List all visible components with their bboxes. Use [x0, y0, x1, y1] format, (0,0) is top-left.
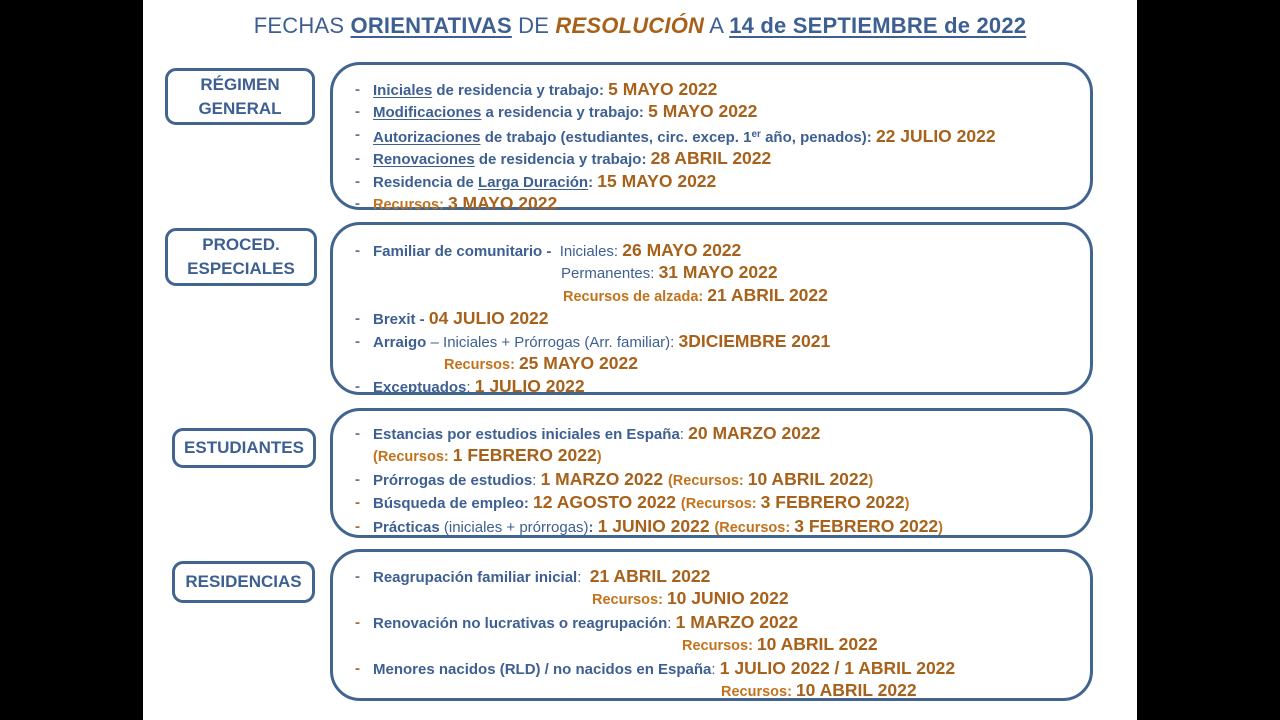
text-segment: (Recursos: [373, 449, 453, 466]
text-segment: ) [904, 496, 910, 513]
list-item [333, 285, 1090, 308]
page-title [143, 13, 1137, 39]
text-segment: de residencia y trabajo: [432, 82, 609, 99]
text-segment: : [588, 173, 598, 191]
section-label-line: ESPECIALES [187, 259, 295, 278]
dash-bullet: - [355, 470, 360, 488]
dash-bullet: - [355, 659, 360, 677]
text-segment: Recursos: [373, 197, 448, 214]
text-segment: 3DICIEMBRE 2021 [678, 330, 831, 351]
title-segment: RESOLUCIÓN [555, 13, 705, 38]
dash-bullet: - [355, 310, 360, 328]
text-segment: Estancias por estudios iniciales en España [373, 426, 680, 443]
list-item [333, 193, 1090, 216]
list-item [333, 469, 1090, 492]
text-segment: Iniciales [373, 82, 433, 99]
list-item [333, 171, 1090, 193]
text-segment: : [667, 614, 676, 632]
section-label-residencias [172, 561, 315, 603]
dash-bullet: - [355, 332, 360, 350]
text-segment: 10 ABRIL 2022 [747, 468, 869, 489]
title-segment: 14 de SEPTIEMBRE de 2022 [729, 13, 1027, 38]
text-segment: 1 JULIO 2022 / 1 ABRIL 2022 [719, 657, 956, 678]
text-segment: ) [938, 519, 944, 536]
list-item [333, 492, 1090, 515]
dash-bullet: - [355, 242, 360, 259]
text-segment: 3 FEBRERO 2022 [760, 492, 905, 513]
text-segment: Arraigo [373, 333, 431, 351]
list-item [333, 148, 1090, 170]
text-segment: 10 ABRIL 2022 [756, 634, 878, 655]
list-item [333, 240, 1090, 262]
text-segment: Renovación no lucrativas o reagrupación [373, 614, 668, 632]
section-label-line: PROCED. [202, 235, 280, 254]
text-segment: Recursos: [682, 638, 757, 655]
slide-canvas [143, 0, 1137, 720]
text-segment: : [577, 569, 590, 586]
title-segment: FECHAS [253, 13, 351, 38]
section-content-estudiantes [330, 408, 1093, 538]
text-segment: ) [868, 472, 874, 489]
text-segment: – Iniciales + Prórrogas (Arr. familiar): [430, 333, 679, 351]
text-segment: 5 MAYO 2022 [608, 79, 718, 99]
text-segment: 1 MARZO 2022 [675, 611, 799, 632]
text-segment: Prácticas [373, 518, 444, 536]
text-segment: Recursos: [592, 592, 667, 609]
list-item [333, 262, 1090, 284]
text-segment: Recursos de alzada: [563, 288, 708, 305]
section-content-residencias [330, 549, 1093, 701]
text-segment: Modificaciones [373, 104, 482, 122]
list-item [333, 308, 1090, 330]
section-label-line: RÉGIMEN [200, 74, 280, 94]
dash-bullet: - [355, 425, 360, 442]
text-segment: 1 MARZO 2022 [540, 468, 668, 489]
list-item [333, 680, 1090, 703]
text-segment: Residencia de [373, 173, 479, 191]
text-segment: : [588, 518, 598, 536]
text-segment: (Recursos: [680, 496, 761, 513]
section-label-line: ESTUDIANTES [184, 438, 304, 457]
list-item [333, 658, 1090, 680]
text-segment: Reagrupación familiar inicial [373, 569, 578, 586]
list-item [333, 516, 1090, 539]
text-segment: Permanentes: [561, 265, 659, 283]
section-label-line: RESIDENCIAS [185, 572, 302, 591]
list-item [333, 124, 1090, 148]
text-segment: 26 MAYO 2022 [622, 240, 742, 260]
text-segment: Autorizaciones [373, 128, 481, 146]
text-segment: a residencia y trabajo: [481, 104, 649, 122]
text-segment: Exceptuados [373, 379, 467, 397]
text-segment: 21 ABRIL 2022 [589, 566, 711, 586]
text-segment: (iniciales + prórrogas) [443, 518, 589, 536]
dash-bullet: - [355, 195, 360, 213]
text-segment: 25 MAYO 2022 [518, 353, 638, 374]
list-item [333, 79, 1090, 101]
text-segment: 1 JULIO 2022 [474, 376, 585, 397]
dash-bullet: - [355, 103, 360, 121]
text-segment: 04 JULIO 2022 [428, 308, 549, 329]
letterbox-left [0, 0, 143, 720]
text-segment: Recursos: [721, 684, 796, 701]
text-segment: 1 JUNIO 2022 [597, 515, 715, 536]
text-segment: 3 FEBRERO 2022 [794, 515, 939, 536]
dash-bullet: - [355, 172, 360, 190]
list-item [333, 376, 1090, 398]
dash-bullet: - [355, 517, 360, 535]
text-segment: 3 MAYO 2022 [447, 193, 558, 214]
text-segment: er [751, 128, 761, 140]
text-segment: Renovaciones [373, 151, 475, 169]
section-label-proced-especiales [165, 228, 317, 286]
list-item [333, 588, 1090, 611]
dash-bullet: - [355, 568, 360, 585]
dash-bullet: - [355, 494, 360, 512]
title-segment: DE [511, 13, 556, 38]
title-segment: A [704, 13, 730, 38]
dash-bullet: - [355, 125, 360, 143]
text-segment: año, penados): [760, 128, 876, 146]
text-segment: de trabajo (estudiantes, circ. excep. 1 [480, 128, 752, 146]
section-label-line: GENERAL [198, 98, 282, 118]
text-segment: Menores nacidos (RLD) / no nacidos en España [373, 660, 712, 678]
text-segment: ) [596, 449, 602, 466]
text-segment: de residencia y trabajo: [474, 151, 651, 169]
letterbox-right [1137, 0, 1280, 720]
text-segment: 21 ABRIL 2022 [707, 284, 828, 305]
text-segment: Familiar de comunitario - [373, 243, 556, 260]
text-segment: Iniciales: [555, 243, 623, 260]
text-segment: : [466, 379, 475, 397]
dash-bullet: - [355, 81, 360, 98]
list-item [333, 612, 1090, 634]
list-item [333, 634, 1090, 657]
text-segment: Recursos: [444, 357, 519, 374]
dash-bullet: - [355, 378, 360, 396]
dash-bullet: - [355, 150, 360, 168]
section-label-regimen-general [165, 68, 315, 125]
text-segment: : [532, 471, 541, 489]
text-segment: Brexit - [373, 311, 429, 329]
section-content-proced-especiales [330, 222, 1093, 395]
text-segment: Larga Duración [478, 173, 589, 191]
list-item [333, 423, 1090, 445]
section-content-regimen-general [330, 62, 1093, 214]
text-segment: (Recursos: [667, 472, 748, 489]
list-item [333, 566, 1090, 588]
list-item [333, 353, 1090, 376]
text-segment: 10 ABRIL 2022 [795, 680, 917, 701]
text-segment: Búsqueda de empleo: [373, 495, 534, 513]
dash-bullet: - [355, 613, 360, 631]
text-segment: 12 AGOSTO 2022 [533, 492, 681, 513]
text-segment: : [679, 426, 689, 443]
text-segment: Prórrogas de estudios [373, 471, 533, 489]
text-segment: 20 MARZO 2022 [688, 423, 821, 443]
list-item [333, 445, 1090, 468]
text-segment: 10 JUNIO 2022 [666, 588, 789, 609]
text-segment: 15 MAYO 2022 [597, 170, 717, 191]
text-segment: 22 JULIO 2022 [875, 125, 996, 146]
list-item [333, 331, 1090, 353]
text-segment: 1 FEBRERO 2022 [452, 445, 597, 466]
text-segment: (Recursos: [714, 519, 795, 536]
text-segment: : [711, 660, 720, 678]
section-label-estudiantes [172, 428, 316, 468]
text-segment: 31 MAYO 2022 [658, 262, 778, 283]
text-segment: 5 MAYO 2022 [648, 101, 758, 122]
list-item [333, 101, 1090, 123]
text-segment: 28 ABRIL 2022 [650, 148, 772, 169]
title-segment: ORIENTATIVAS [350, 13, 512, 38]
